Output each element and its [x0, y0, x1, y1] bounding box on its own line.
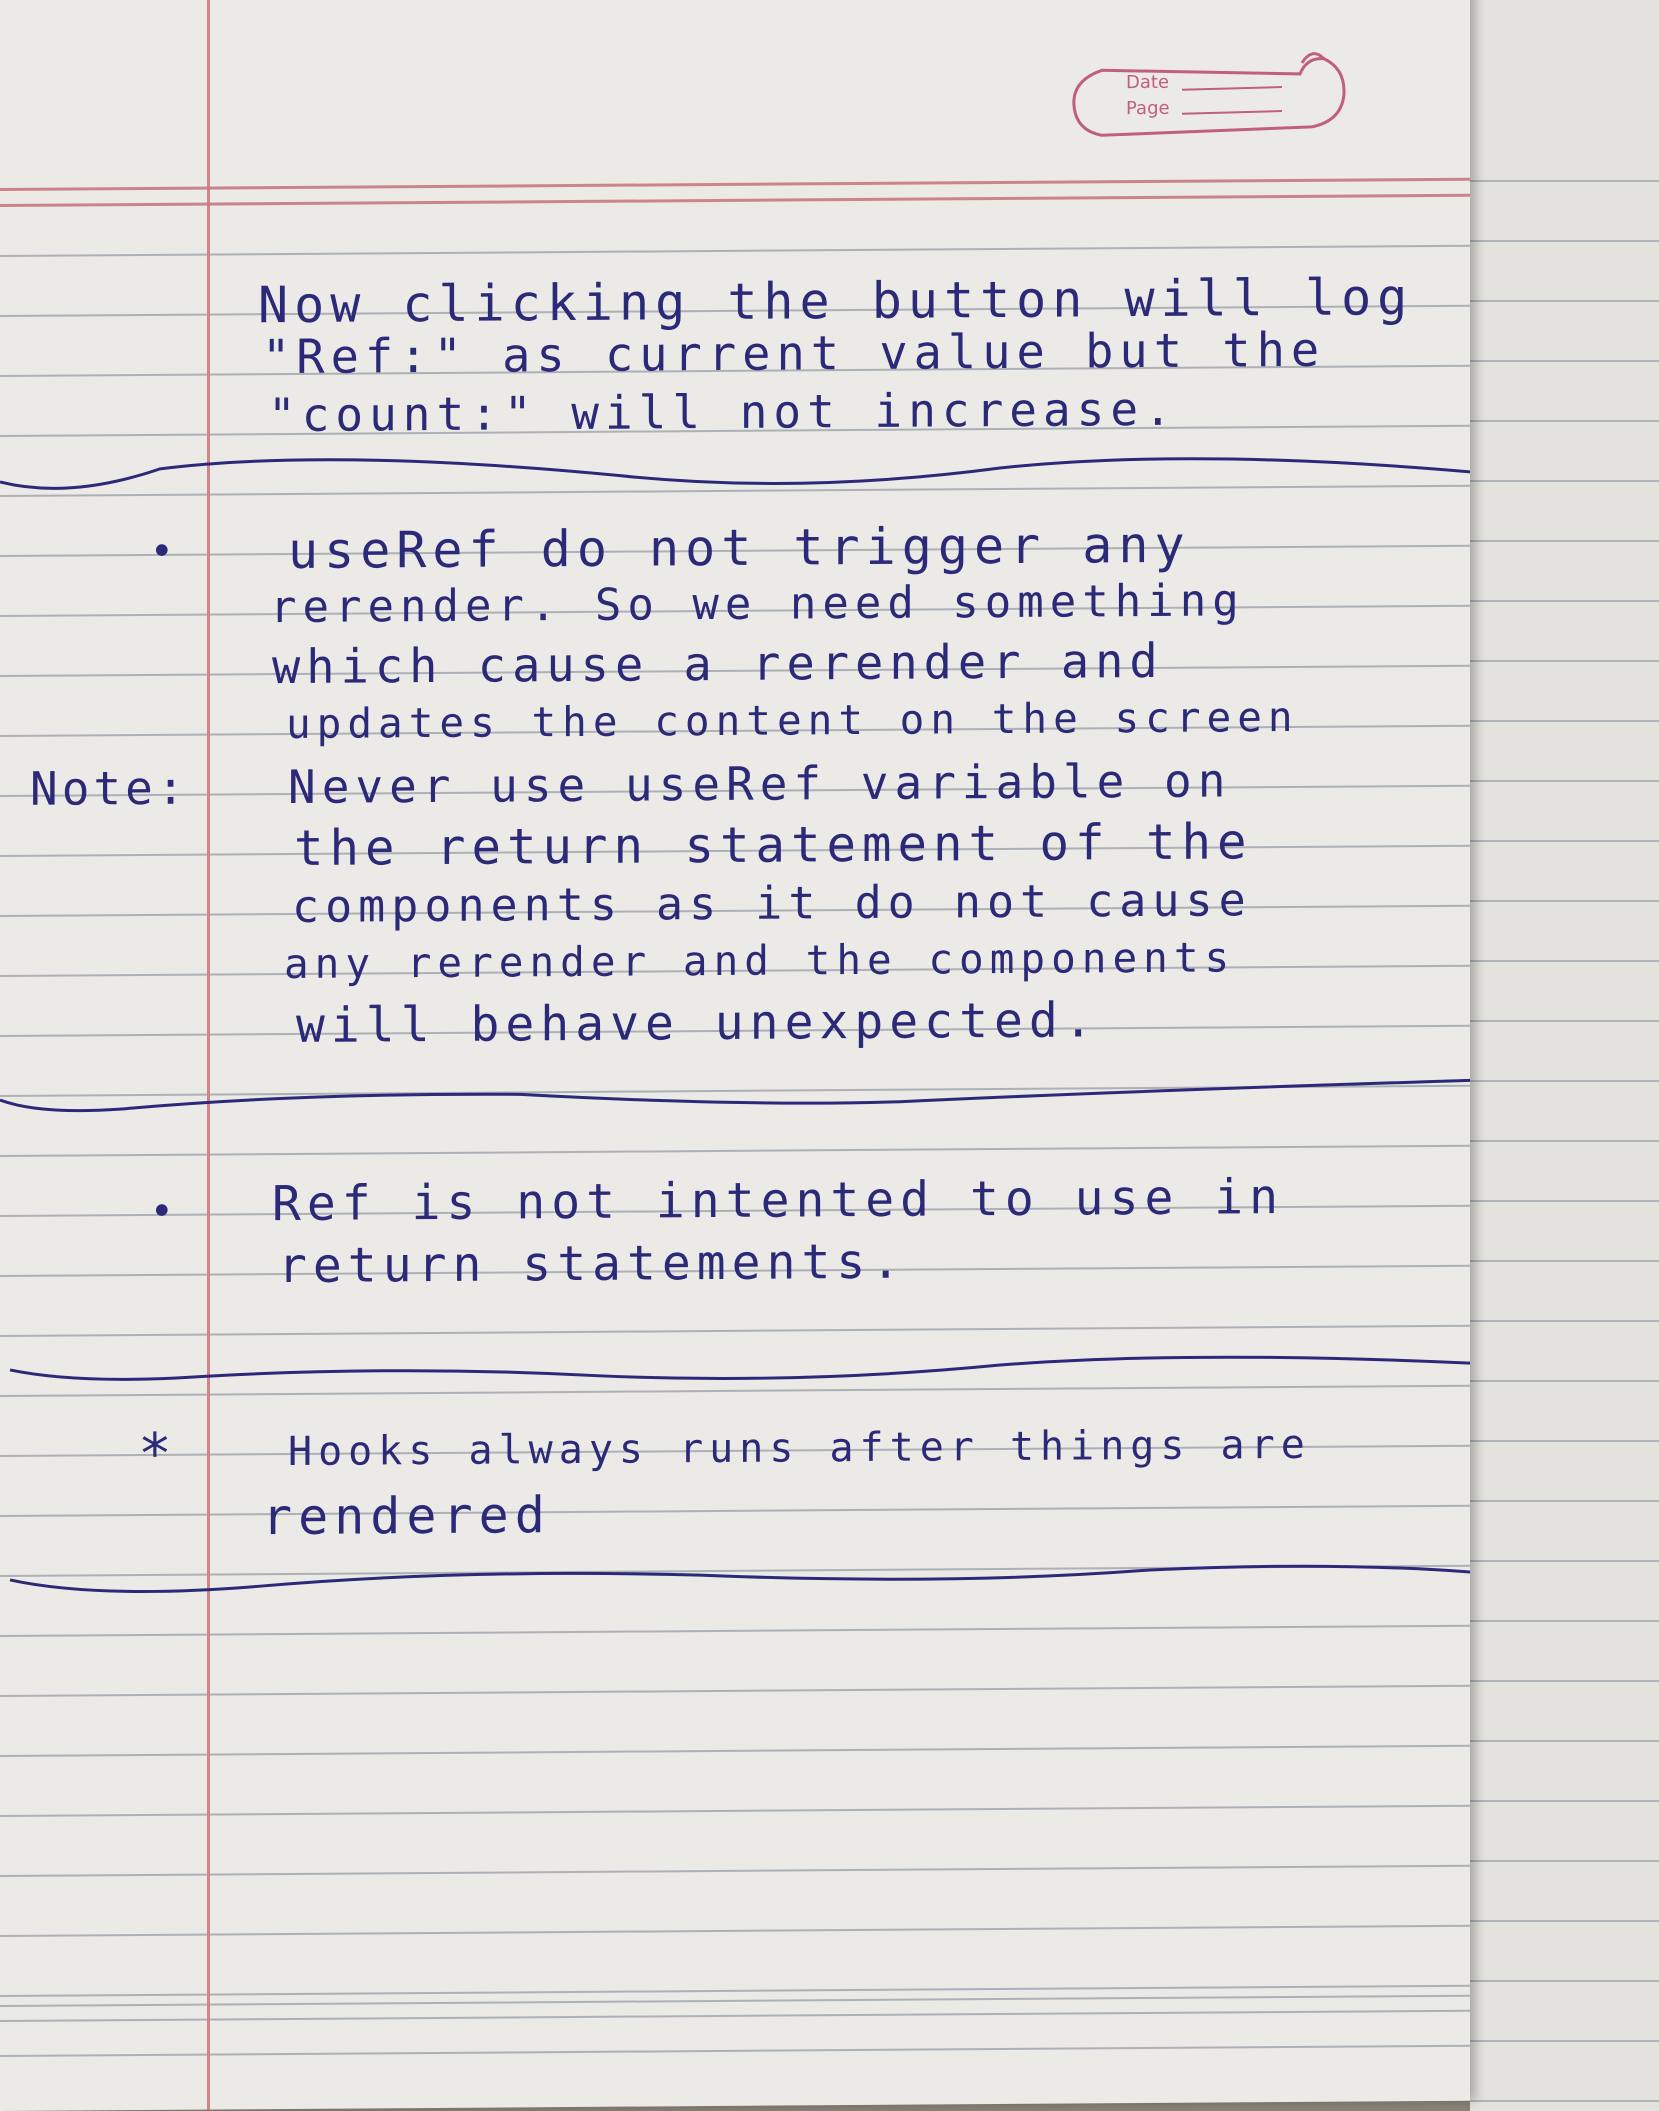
- ruled-line: [0, 1925, 1470, 1937]
- ruled-line: [0, 1985, 1470, 1997]
- next-page-line: [1470, 180, 1659, 182]
- ruled-line: [0, 1625, 1470, 1637]
- next-page-line: [1470, 2100, 1659, 2102]
- note-line: updates the content on the screen: [286, 692, 1299, 749]
- next-page-line: [1470, 960, 1659, 962]
- note-line: rendered: [262, 1486, 551, 1547]
- note-line: Hooks always runs after things are: [288, 1421, 1311, 1475]
- ruled-line: [0, 1745, 1470, 1757]
- next-page-line: [1470, 1080, 1659, 1082]
- next-page-line: [1470, 1140, 1659, 1142]
- next-page-line: [1470, 480, 1659, 482]
- next-page-line: [1470, 1020, 1659, 1022]
- next-page-line: [1470, 1320, 1659, 1322]
- footer-rule: [0, 1995, 1470, 2007]
- header-rule: [0, 178, 1470, 191]
- next-page-line: [1470, 780, 1659, 782]
- next-page-edge: [1470, 0, 1659, 2111]
- next-page-line: [1470, 720, 1659, 722]
- footer-rule: [0, 2010, 1470, 2022]
- next-page-line: [1470, 360, 1659, 362]
- ruled-line: [0, 1685, 1470, 1697]
- next-page-line: [1470, 1860, 1659, 1862]
- next-page-line: [1470, 900, 1659, 902]
- date-box-outline: [1062, 49, 1352, 151]
- next-page-line: [1470, 1800, 1659, 1802]
- star-marker: *: [138, 1421, 172, 1488]
- ruled-line: [0, 245, 1470, 257]
- bullet-dot: •: [150, 1188, 174, 1235]
- date-label: Date: [1126, 71, 1170, 94]
- ruled-line: [0, 1145, 1470, 1157]
- next-page-line: [1470, 1260, 1659, 1262]
- note-line: "count:" will not increase.: [268, 381, 1178, 443]
- next-page-line: [1470, 1980, 1659, 1982]
- next-page-line: [1470, 540, 1659, 542]
- note-line: Never use useRef variable on: [288, 753, 1232, 814]
- next-page-line: [1470, 420, 1659, 422]
- page-label: Page: [1126, 97, 1170, 120]
- note-line: return statements.: [278, 1233, 907, 1295]
- note-line: "Ref:" as current value but the: [262, 322, 1326, 386]
- wavy-divider: [0, 430, 1470, 520]
- note-line: any rerender and the components: [284, 933, 1236, 989]
- wavy-divider: [0, 1530, 1470, 1620]
- next-page-line: [1470, 1380, 1659, 1382]
- note-line: components as it do not cause: [292, 873, 1252, 933]
- next-page-line: [1470, 1440, 1659, 1442]
- next-page-line: [1470, 240, 1659, 242]
- ruled-line: [0, 1805, 1470, 1817]
- note-line: useRef do not trigger any: [288, 515, 1191, 580]
- next-page-line: [1470, 2040, 1659, 2042]
- next-page-line: [1470, 1560, 1659, 1562]
- wavy-divider: [0, 1050, 1470, 1140]
- note-line: Ref is not intented to use in: [272, 1169, 1285, 1233]
- next-page-line: [1470, 1200, 1659, 1202]
- next-page-line: [1470, 1500, 1659, 1502]
- ruled-line: [0, 1865, 1470, 1877]
- wavy-divider: [0, 1320, 1470, 1410]
- note-line: Now clicking the button will log: [258, 268, 1414, 335]
- next-page-line: [1470, 1920, 1659, 1922]
- date-page-box: [1062, 49, 1352, 151]
- ruled-line: [0, 1505, 1470, 1517]
- next-page-line: [1470, 1740, 1659, 1742]
- bullet-dot: •: [150, 528, 174, 575]
- next-page-line: [1470, 840, 1659, 842]
- note-line: the return statement of the: [294, 813, 1253, 877]
- note-line: which cause a rerender and: [272, 633, 1164, 696]
- next-page-line: [1470, 1680, 1659, 1682]
- note-line: will behave unexpected.: [296, 992, 1099, 1054]
- next-page-line: [1470, 1620, 1659, 1622]
- ruled-line: [0, 2045, 1470, 2057]
- margin-line: [207, 0, 210, 2110]
- header-rule: [0, 194, 1470, 207]
- next-page-line: [1470, 300, 1659, 302]
- note-line: rerender. So we need something: [270, 575, 1245, 634]
- next-page-line: [1470, 660, 1659, 662]
- next-page-line: [1470, 600, 1659, 602]
- note-label: Note:: [30, 760, 189, 816]
